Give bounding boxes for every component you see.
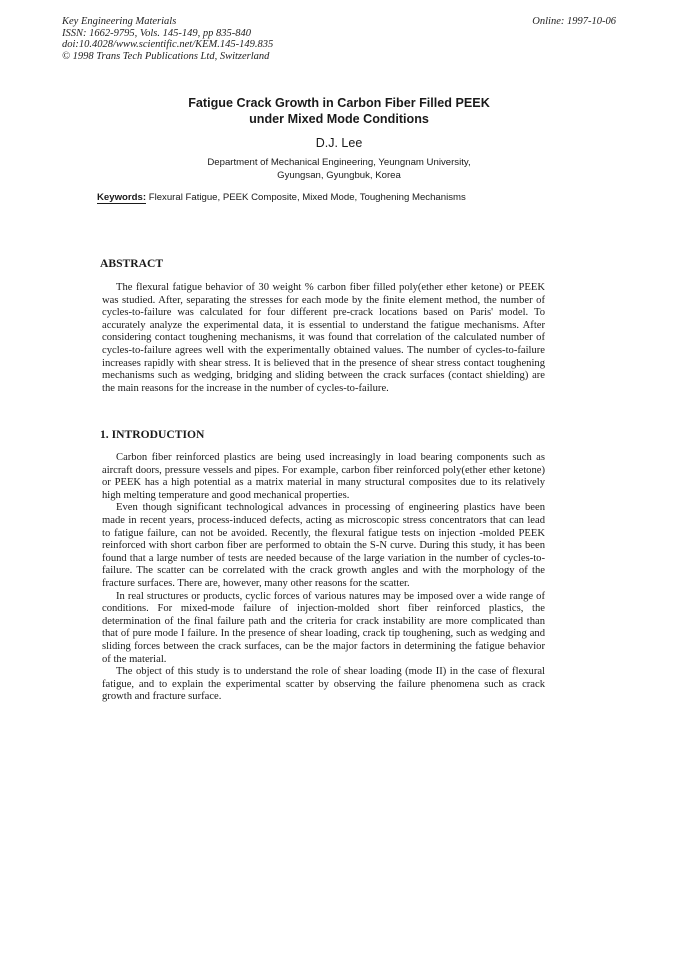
issn-line: ISSN: 1662-9795, Vols. 145-149, pp 835-840 [62, 27, 251, 39]
keywords [97, 192, 466, 203]
intro-paragraph-3: In real structures or products, cyclic forces of various natures may be imposed over a wide range of conditions. For mixed-mode failure of injection-molded short fiber reinforced plastics, the determination of the final failure path and the criteria for crack instability are more complicated than that of pure mode I failure. In the presence of shear loading, crack tip toughening, such as wedging and sliding forces between the crack surfaces, can be the major factors in determining the fatigue behavior of the material. [102, 590, 545, 665]
intro-paragraph-4: The object of this study is to understand the role of shear loading (mode II) in the case of flexural fatigue, and to explain the experimental scatter by observing the failure phenomena such as crack growth and fracture surface. [102, 666, 545, 703]
journal-header [62, 16, 273, 62]
title-line-2: under Mixed Mode Conditions [249, 112, 429, 126]
introduction-body [102, 452, 545, 704]
abstract-heading: ABSTRACT [100, 257, 164, 270]
intro-paragraph-1: Carbon fiber reinforced plastics are being used increasingly in load bearing components such as aircraft doors, pressure vessels and pipes. For example, carbon fiber reinforced poly(ether ether ketone) or PEEK has a high potential as a matrix material in many structural composites due to its relatively high melting temperature and good mechanical properties. [102, 452, 545, 501]
keywords-label: Keywords: [97, 192, 147, 203]
introduction-heading: 1. INTRODUCTION [100, 428, 205, 441]
affiliation-line-1: Department of Mechanical Engineering, Yeungnam University, [207, 157, 471, 168]
abstract-paragraph: The flexural fatigue behavior of 30 weight % carbon fiber filled poly(ether ether ketone) or PEEK was studied. After, separating the stresses for each mode by the finite element method, the number of cycles-to-failure was calculated for four different pre-crack locations based on Paris' model. To accurately analyze the experimental data, it is essential to understand the fatigue mechanisms. After considering contact toughening mechanisms, it was found that correlation of the calculated number of cycles-to-failure agrees well with the experimentally obtained values. The number of cycles-to-failure increases rapidly with shear stress. It is believed that in the presence of shear stress contact toughening mechanisms such as wedging, bridging and sliding between the crack surfaces (contact shielding) are the main reasons for the increase in the number of cycles-to-failure. [102, 282, 545, 394]
intro-paragraph-2: Even though significant technological advances in processing of engineering plastics have been made in recent years, process-induced defects, acting as microscopic stress concentrators that can lead to fatigue failure, can not be avoided. Recently, the flexural fatigue tests on injection -molded PEEK reinforced with short carbon fiber are performed to obtain the S-N curve. During this study, it has been found that a large number of tests are needed because of the large variation in the number of cycles-to-failure. The scatter can be correlated with the crack growth angles and with the morphology of the fracture surfaces. There are, however, many other reasons for the scatter. [102, 502, 545, 589]
doi-line[interactable]: doi:10.4028/www.scientific.net/KEM.145-149.835 [62, 39, 274, 51]
online-date: Online: 1997-10-06 [532, 16, 616, 27]
affiliation [120, 157, 558, 182]
copyright-line: © 1998 Trans Tech Publications Ltd, Switzerland [62, 50, 270, 62]
abstract-body [102, 282, 545, 395]
title-line-1: Fatigue Crack Growth in Carbon Fiber Filled PEEK [188, 96, 490, 110]
author-name: D.J. Lee [315, 136, 363, 150]
keywords-text: Flexural Fatigue, PEEK Composite, Mixed Mode, Toughening Mechanisms [146, 192, 466, 203]
journal-name: Key Engineering Materials [62, 16, 177, 27]
paper-title [100, 95, 578, 127]
affiliation-line-2: Gyungsan, Gyungbuk, Korea [277, 169, 401, 181]
